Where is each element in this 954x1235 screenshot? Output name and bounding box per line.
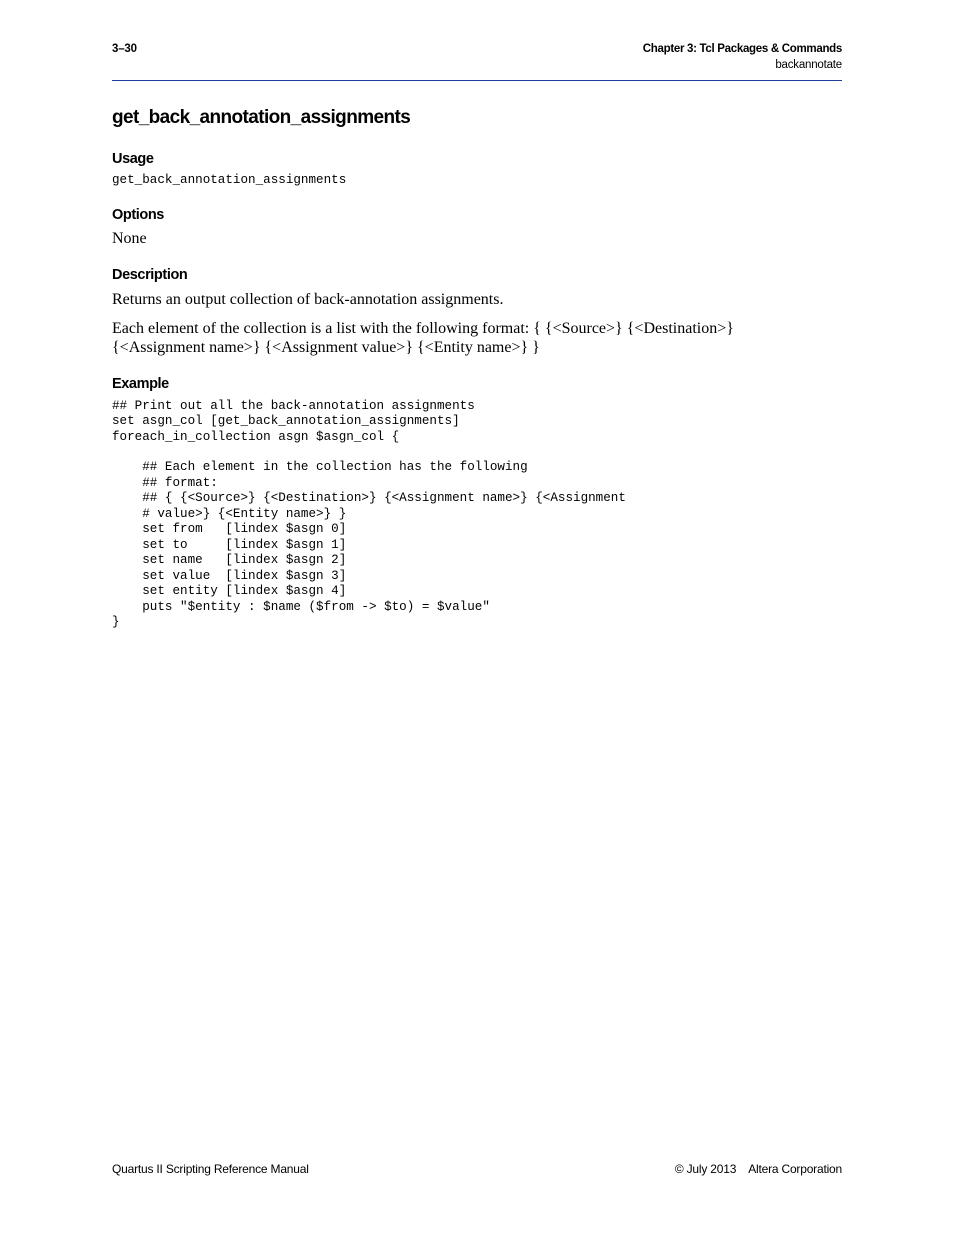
command-title: get_back_annotation_assignments: [112, 107, 411, 128]
description-paragraph-2-line-1: Each element of the collection is a list with the following format: { {<Source>} {<Destination>}: [112, 319, 734, 337]
chapter-title: Chapter 3: Tcl Packages & Commands: [642, 43, 842, 55]
page-number: 3–30: [112, 43, 137, 55]
options-text: None: [112, 229, 147, 247]
footer-copyright: [675, 1162, 842, 1176]
page-header: [112, 40, 842, 81]
options-heading: Options: [112, 206, 164, 223]
description-paragraph-2: [112, 319, 842, 357]
usage-code: get_back_annotation_assignments: [112, 173, 347, 187]
footer-company: Altera Corporation: [748, 1162, 842, 1176]
main-content: [112, 105, 842, 631]
example-code-part-2: ## Each element in the collection has the following ## format: ## { {<Source>} {<Destination>} {<Assignment name>} {<Assignment # value>} {<Entity name>} } set from [lindex $asgn 0] set to [lindex $asgn 1] set name [lindex $asgn 2] set value [lindex $asgn 3] set entity [lindex $asgn 4] puts "$entity : $name ($from -> $to) = $value" }: [112, 460, 626, 629]
example-heading: Example: [112, 375, 169, 392]
section-name: backannotate: [775, 59, 842, 71]
description-paragraph-2-line-2: {<Assignment name>} {<Assignment value>} {<Entity name>} }: [112, 338, 540, 356]
example-code-part-1: ## Print out all the back-annotation assignments set asgn_col [get_back_annotation_assignments] foreach_in_collection asgn $asgn_col {: [112, 398, 475, 444]
description-heading: Description: [112, 266, 188, 283]
footer-date: © July 2013: [674, 1162, 737, 1176]
description-paragraph-1: Returns an output collection of back-annotation assignments.: [112, 290, 504, 308]
footer-manual-title: Quartus II Scripting Reference Manual: [112, 1162, 309, 1176]
usage-heading: Usage: [112, 151, 154, 167]
